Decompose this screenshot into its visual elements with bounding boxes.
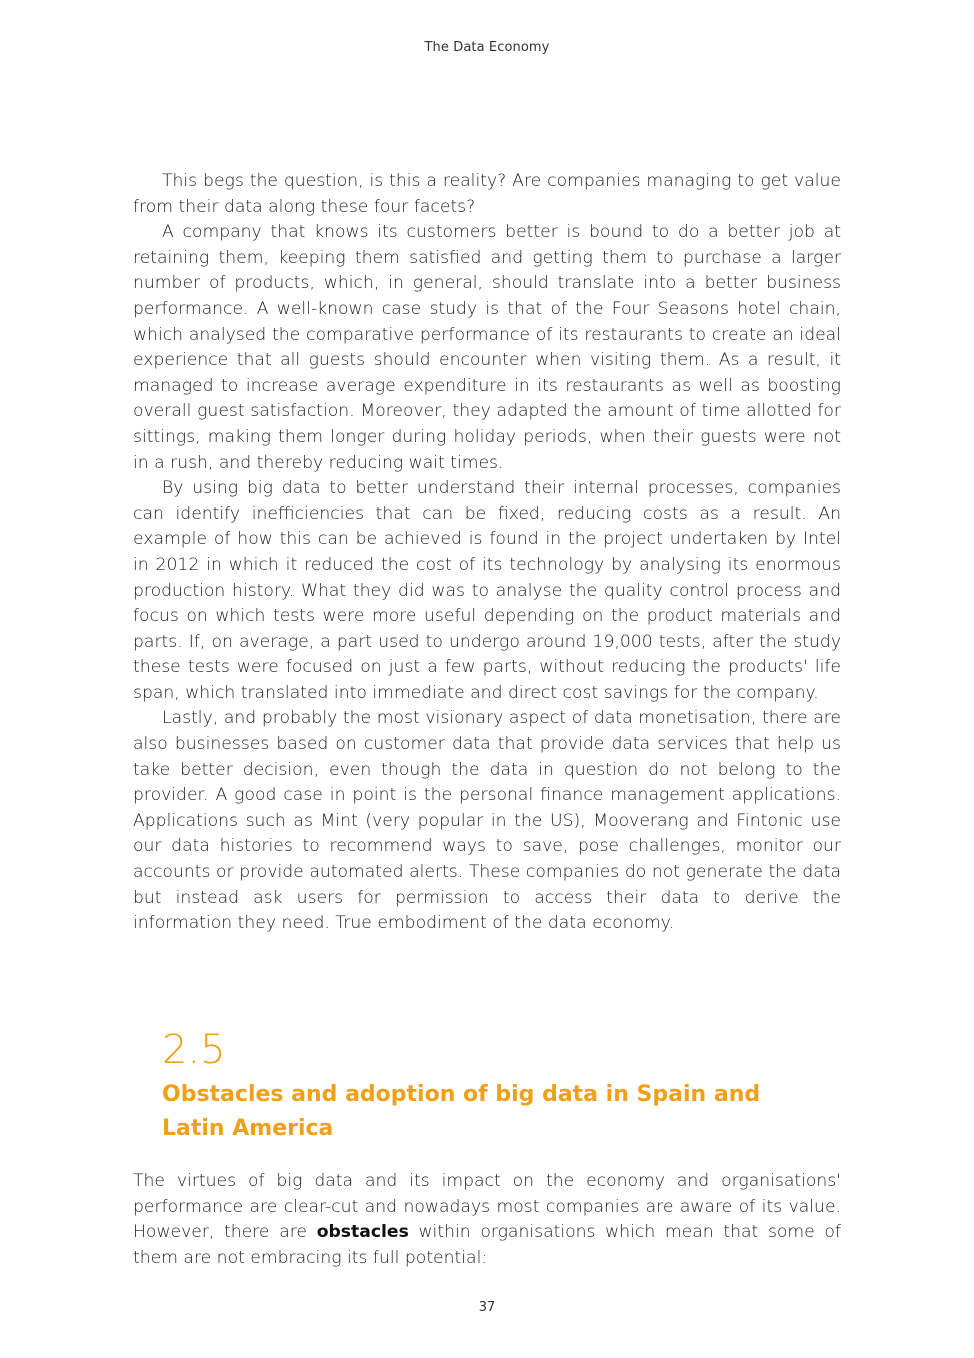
paragraph: Lastly, and probably the most visionary aspect of data monetisation, there are also businesses based on customer data that provide data services that help us take better decision, even though the data in question do not belong to the provider. A good case in point is the personal finance management applications. Applications such as Mint (very popular in the US), Mooverang and Fintonic use our data histories to recommend ways to save, pose challenges, monitor our accounts or provide automated alerts. These companies do not generate the data but instead ask users for permission to access their data to derive the information they need. True embodiment of the data economy. xyxy=(133,708,841,934)
paragraph: By using big data to better understand their internal processes, companies can identify inefficiencies that can be fixed, reducing costs as a result. An example of how this can be achieved is found in the project undertaken by Intel in 2012 in which it reduced the cost of its technology by analysing its enormous production history. What they did was to analyse the quality control process and focus on which tests were more useful depending on the product materials and parts. If, on average, a part used to undergo around 19,000 tests, after the study these tests were focused on just a few parts, without reducing the products' life span, which translated into immediate and direct cost savings for the company. xyxy=(133,478,841,703)
paragraph: This begs the question, is this a reality? Are companies managing to get value from their data along these four facets? xyxy=(133,171,841,217)
intro-text-start: The virtues of big data and its impact on the economy and organisations' performance are clear-cut and nowadays most companies are aware of its value. However, there are xyxy=(133,1171,841,1243)
section-intro xyxy=(133,1169,841,1271)
running-header: The Data Economy xyxy=(424,40,550,55)
intro-paragraph xyxy=(133,1169,841,1271)
paragraph: A company that knows its customers better is bound to do a better job at retaining them, keeping them satisfied and getting them to purchase a larger number of products, which, in general, should translate into a better business performance. A well-known case study is that of the Four Seasons hotel chain, which analysed the comparative performance of its restaurants to create an ideal experience that all guests should encounter when visiting them. As a result, it managed to increase average expenditure in its restaurants as well as boosting overall guest satisfaction. Moreover, they adapted the amount of time allotted for sittings, making them longer during holiday periods, when their guests were not in a rush, and thereby reducing wait times. xyxy=(133,222,841,473)
section-title: Obstacles and adoption of big data in Spain and Latin America xyxy=(162,1082,761,1141)
intro-text-end: within organisations which mean that some of them are not embracing its full potential: xyxy=(133,1222,841,1268)
body-text xyxy=(133,169,841,937)
section-number: 2.5 xyxy=(162,1027,226,1073)
page-number: 37 xyxy=(478,1300,496,1315)
intro-emphasis: obstacles xyxy=(316,1222,409,1243)
